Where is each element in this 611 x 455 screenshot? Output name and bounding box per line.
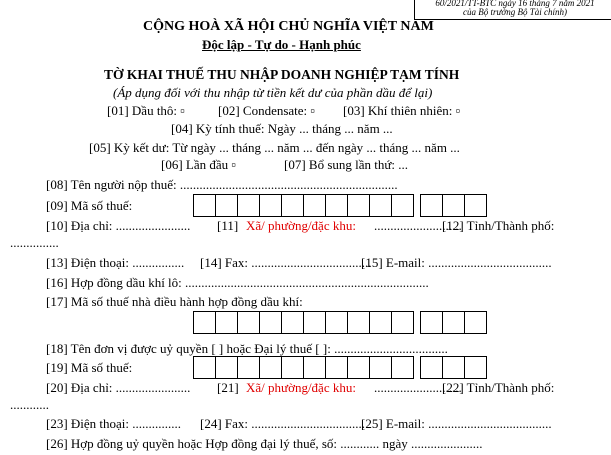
- agent-fax-field[interactable]: [24] Fax: ...................................: [200, 416, 366, 431]
- agent-tax-code-label: [19] Mã số thuế:: [46, 360, 133, 375]
- agent-tax-code-boxes[interactable]: [193, 356, 413, 379]
- surplus-period-field[interactable]: [05] Kỳ kết dư: Từ ngày ... tháng ... năm ... đến ngày ... tháng ... năm ...: [89, 140, 460, 155]
- amendment-field[interactable]: [07] Bổ sung lần thứ: ...: [284, 157, 409, 172]
- operator-tax-code-boxes[interactable]: [193, 311, 413, 334]
- agent-address-field[interactable]: [20] Địa chỉ: .......................: [46, 380, 191, 395]
- province-field-continued: ...............: [10, 235, 59, 250]
- agent-province-field[interactable]: [22] Tỉnh/Thành phố:: [442, 380, 555, 395]
- operator-tax-code-suffix-boxes[interactable]: [420, 311, 486, 334]
- operator-tax-code-label: [17] Mã số thuế nhà điều hành hợp đồng dầu khí:: [46, 294, 303, 309]
- condensate-checkbox[interactable]: [02] Condensate: ▫: [218, 103, 316, 118]
- first-time-checkbox[interactable]: [06] Lần đầu ▫: [161, 157, 236, 172]
- agent-phone-field[interactable]: [23] Điện thoại: ...............: [46, 416, 182, 431]
- email-field[interactable]: [15] E-mail: ......................................: [361, 255, 552, 270]
- agent-email-field[interactable]: [25] E-mail: ......................................: [361, 416, 552, 431]
- agent-ward-code: [21]: [217, 380, 239, 395]
- taxpayer-tax-code-label: [09] Mã số thuế:: [46, 198, 133, 213]
- form-subtitle: (Áp dụng đối với thu nhập từ tiền kết dư của phần dầu để lại): [113, 85, 433, 100]
- agency-contract-field[interactable]: [26] Hợp đồng uỷ quyền hoặc Hợp đồng đại lý thuế, số: ............ ngày ......................: [46, 436, 483, 451]
- reference-line-2: của Bộ trưởng Bộ Tài chính): [463, 7, 567, 17]
- ward-field[interactable]: ...........................: [374, 218, 462, 233]
- taxpayer-tax-code-boxes[interactable]: [193, 194, 413, 217]
- country-header: CỘNG HOÀ XÃ HỘI CHỦ NGHĨA VIỆT NAM: [143, 19, 434, 34]
- form-title: TỜ KHAI THUẾ THU NHẬP DOANH NGHIỆP TẠM TÍNH: [104, 67, 460, 82]
- province-field[interactable]: [12] Tỉnh/Thành phố:: [442, 218, 555, 233]
- agent-ward-label: Xã/ phường/đặc khu:: [246, 380, 356, 395]
- fax-field[interactable]: [14] Fax: .....................................: [200, 255, 372, 270]
- agent-province-field-continued: ............: [10, 397, 49, 412]
- phone-field[interactable]: [13] Điện thoại: ................: [46, 255, 185, 270]
- authorized-agent-field[interactable]: [18] Tên đơn vị được uỷ quyền [ ] hoặc Đại lý thuế [ ]: ...................................: [46, 341, 448, 356]
- agent-tax-code-suffix-boxes[interactable]: [420, 356, 486, 379]
- reference-line-1: 60/2021/TT-BTC ngày 16 tháng 7 năm 2021: [435, 0, 595, 8]
- ward-label: Xã/ phường/đặc khu:: [246, 218, 356, 233]
- taxpayer-name-field[interactable]: [08] Tên người nộp thuế: ...................................................................: [46, 177, 398, 192]
- taxpayer-tax-code-suffix-boxes[interactable]: [420, 194, 486, 217]
- ward-code: [11]: [217, 218, 239, 233]
- address-field[interactable]: [10] Địa chỉ: .......................: [46, 218, 191, 233]
- agent-ward-field[interactable]: ...........................: [374, 380, 462, 395]
- natural-gas-checkbox[interactable]: [03] Khí thiên nhiên: ▫: [343, 103, 461, 118]
- motto: Độc lập - Tự do - Hạnh phúc: [202, 37, 361, 52]
- tax-period-field[interactable]: [04] Kỳ tính thuế: Ngày ... tháng ... năm ...: [171, 121, 393, 136]
- legal-reference-box: [414, 0, 611, 20]
- contract-block-field[interactable]: [16] Hợp đồng dầu khí lô: ...........................................................................: [46, 275, 429, 290]
- crude-oil-checkbox[interactable]: [01] Dầu thô: ▫: [107, 103, 185, 118]
